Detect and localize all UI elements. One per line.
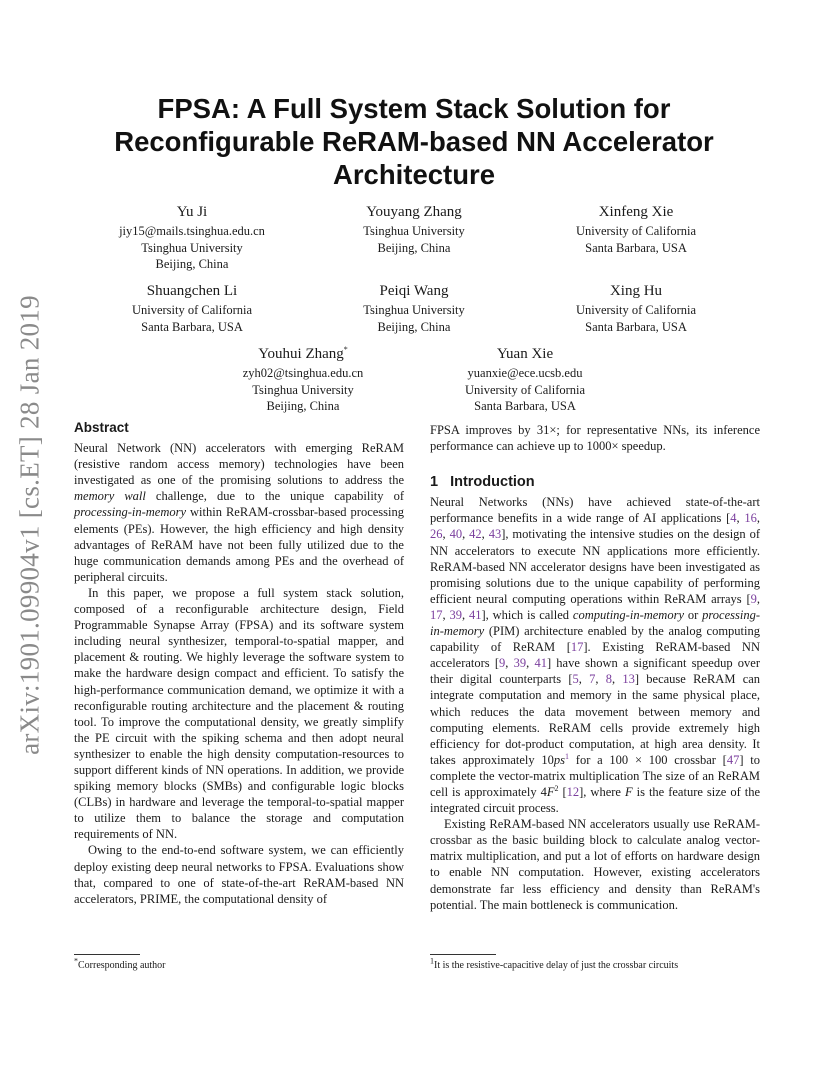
arxiv-stamp: arXiv:1901.09904v1 [cs.ET] 28 Jan 2019 [14, 295, 45, 755]
abstract-paragraph-continued: FPSA improves by 31×; for representative NNs, its inference performance can achieve up to 1000× speedup. [430, 423, 760, 454]
abstract-paragraph: Neural Network (NN) accelerators with emerging ReRAM (resistive random access memory) technologies have been investigated as one of the promising solutions to address the memory wall challenge, due to the unique capability of processing-in-memory within ReRAM-crossbar-based processing elements (PEs). However, the high efficiency and high density advantages of ReRAM have not been fully utilized due to the huge communication demands among PEs and the overhead of peripheral circuits. [74, 441, 404, 584]
section-heading: 1 Introduction [430, 474, 535, 491]
author-block: Xing Hu University of California Santa Barbara, USA [575, 283, 697, 334]
footnote: $^1$It is the resistive-capacitive delay of just the crossbar circuits [430, 956, 679, 971]
author-block: Xinfeng Xie University of California Santa Barbara, USA [575, 204, 697, 255]
abstract-paragraph: In this paper, we propose a full system stack solution, composed of a reconfigurable architecture design, Field Programmable Synapse Array (FPSA) and its software system including neural synthesizer, temporal-to-spatial mapper, and placement & routing. We highly leverage the software system to make the hardware design compact and efficient. To satisfy the high-performance communication demand, we optimize it with a reconfigurable routing architecture and the placement & routing tool. To improve the computational density, we greatly simplify the PE circuit with the spiking schema and then adopt neural synthesizer to enable the high density computation-resources to support different kinds of NN operations. In addition, we provide spiking memory blocks (SMBs) and configurable logic blocks (CLBs) in hardware and leverage the temporal-to-spatial mapper to utilize them to balance the storage and computation requirements of NN. [74, 585, 404, 842]
author-block: Yuan Xie yuanxie@ece.ucsb.edu University of California Santa Barbara, USA [464, 346, 586, 413]
intro-paragraph: Neural Networks (NNs) have achieved state-of-the-art performance benefits in a wide range of AI applications [4, 16, 26, 40, 42, 43], motivating the intensive studies on the design of NN accelerators to execute NN applications more efficiently. ReRAM-based NN accelerator designs have been investigated as promising solutions due to the unique capability of performing efficient neural computing operations within ReRAM arrays [9, 17, 39, 41], which is called computing-in-memory or processing-in-memory (PIM) architecture enabled by the analog computing capability of ReRAM [17]. Existing ReRAM-based NN accelerators [9, 39, 41] have shown a significant speedup over their digital counterparts [5, 7, 8, 13] because ReRAM can integrate computation and memory in the same physical place, which reduces the data movement between memory and computing elements. ReRAM cells provide extremely high efficiency for dot-product computation, at high area density. It takes approximately 10ps$^1$ for a 100 × 100 crossbar [47] to complete the vector-matrix multiplication The size of an ReRAM cell is approximately $4F^2$ [12], where F is the feature size of the integrated circuit process. [430, 495, 761, 816]
abstract-paragraph: Owing to the end-to-end software system, we can efficiently deploy existing deep neural networks to FPSA. Evaluations show that, compared to one of state-of-the-art ReRAM-based NN accelerators, PRIME, the computational density of [74, 843, 404, 906]
intro-paragraph: Existing ReRAM-based NN accelerators usually use ReRAM-crossbar as the basic building block to calculate analog vector-matrix multiplication, and put a lot of efforts on hardware design to enable NN computation. However, existing accelerators demonstrate far less efficiency and density than ReRAM's potential. The main bottleneck is communication. [430, 817, 760, 912]
abstract-heading: Abstract [74, 420, 129, 435]
left-column [74, 420, 404, 907]
author-block: Peiqi Wang Tsinghua University Beijing, China [363, 283, 465, 334]
author-block: Youhui Zhang* zyh02@tsinghua.edu.cn Tsinghua University Beijing, China [242, 345, 364, 413]
right-column [430, 422, 760, 913]
author-block: Youyang Zhang Tsinghua University Beijing, China [363, 204, 465, 255]
footnote: *Corresponding author [74, 956, 166, 971]
footnote-rule [430, 954, 496, 955]
author-block: Yu Ji jiy15@mails.tsinghua.edu.cn Tsinghua University Beijing, China [119, 204, 265, 271]
paper-title: FPSA: A Full System Stack Solution for Reconfigurable ReRAM-based NN Accelerator Architecture [114, 93, 714, 190]
author-block: Shuangchen Li University of California Santa Barbara, USA [131, 283, 253, 334]
footnote-rule [74, 954, 140, 955]
